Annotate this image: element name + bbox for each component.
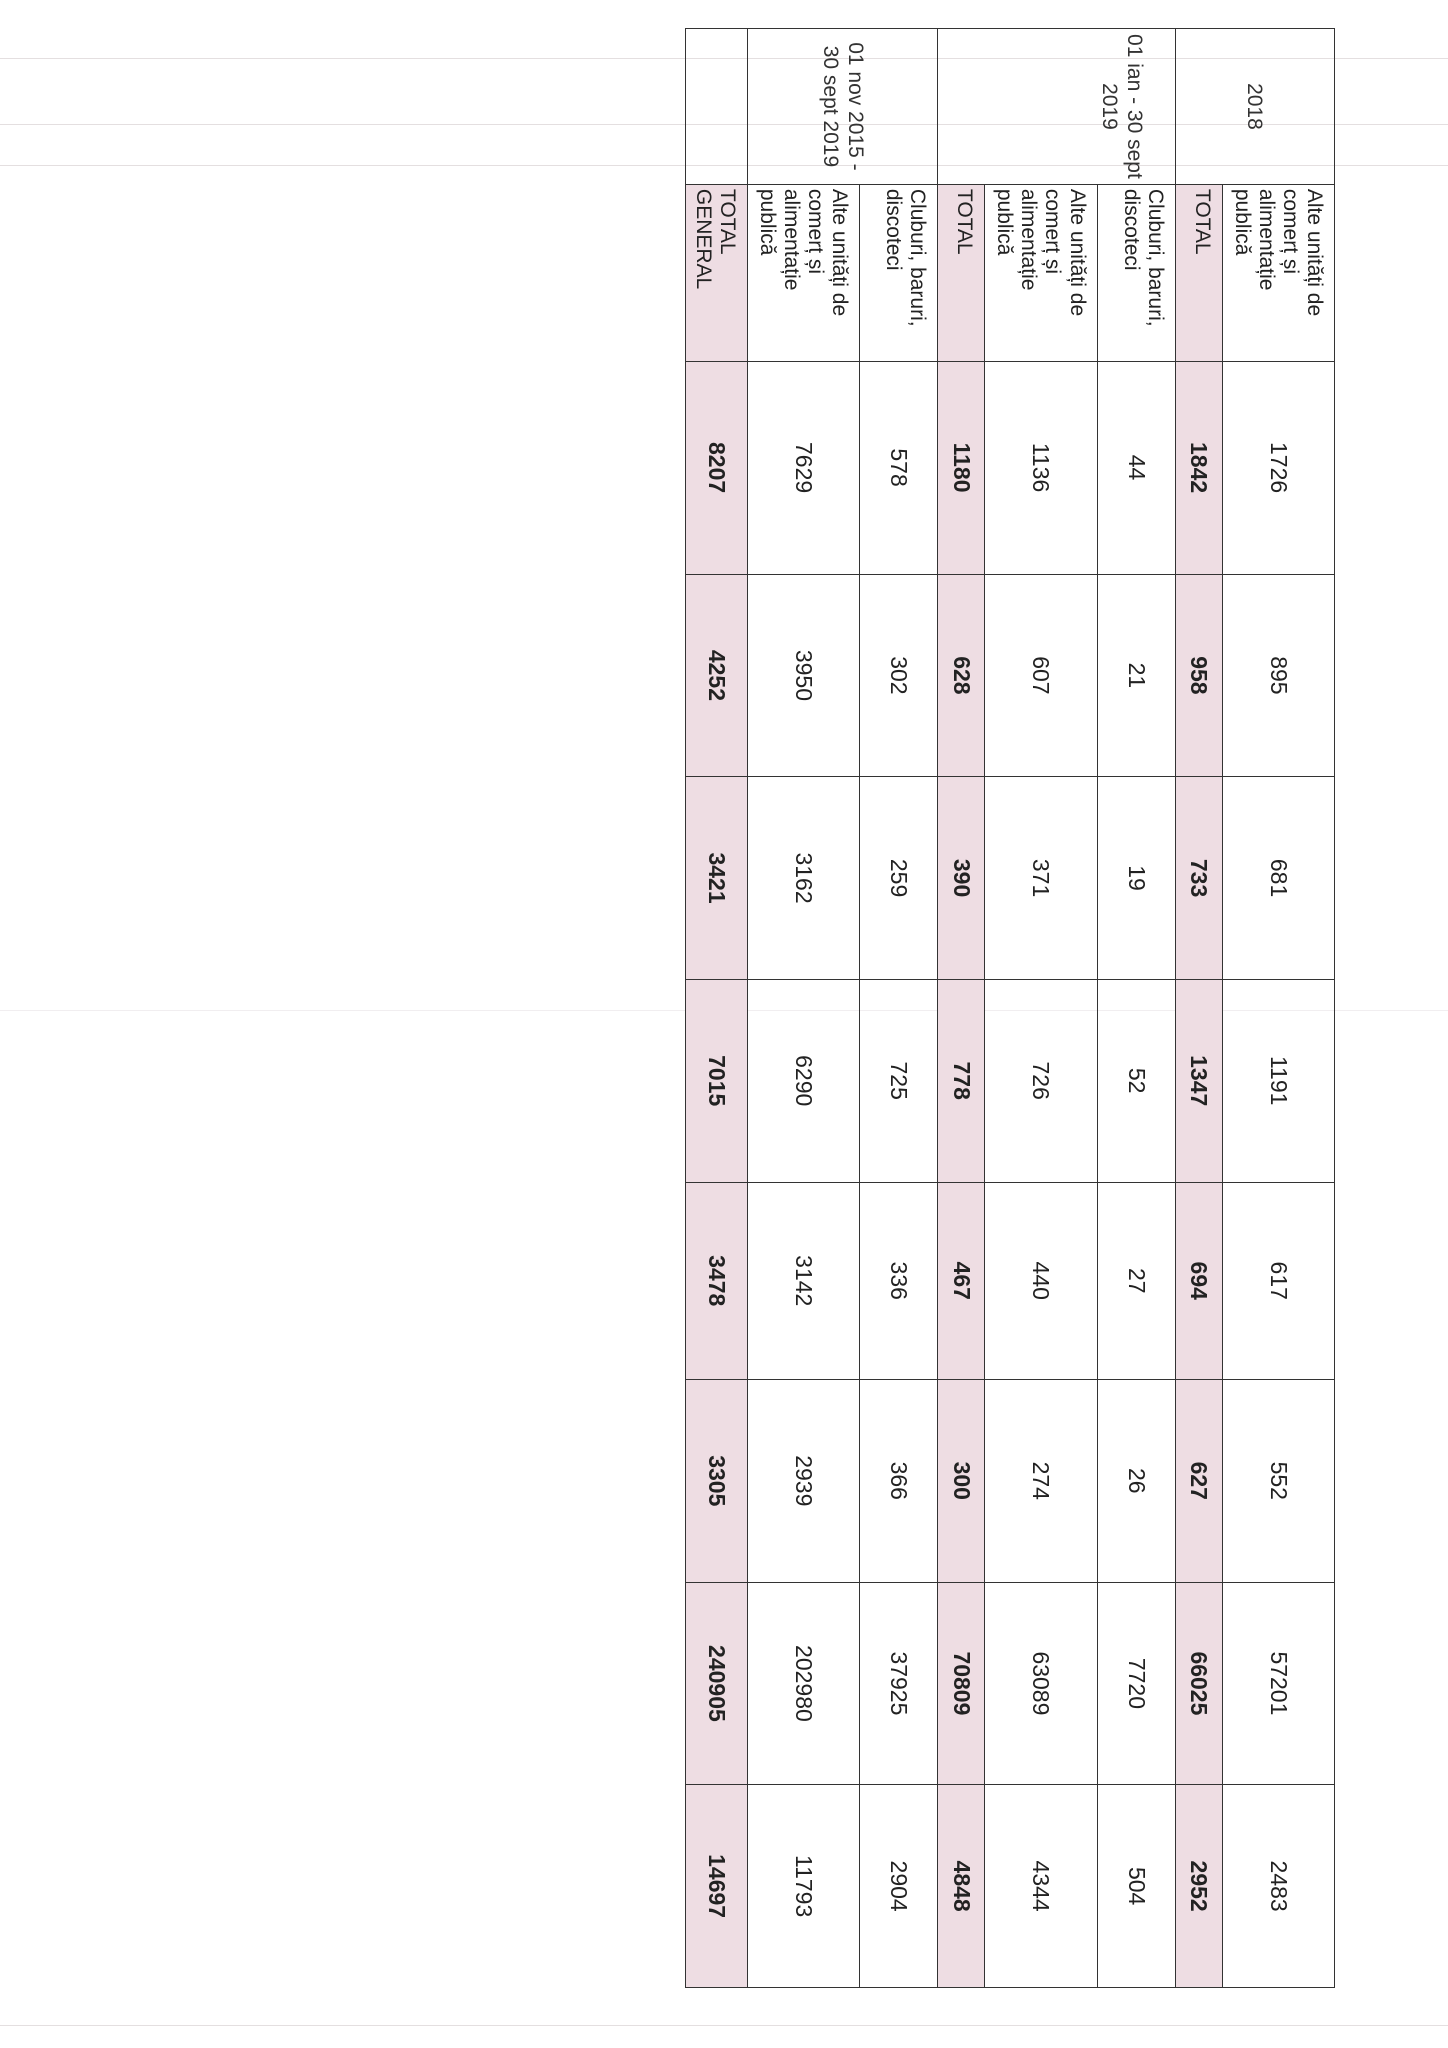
value-cell: 552 xyxy=(1222,1379,1334,1582)
value-cell: 240905 xyxy=(686,1582,748,1785)
table-rotation-frame xyxy=(685,28,1335,1988)
value-cell: 37925 xyxy=(860,1582,938,1785)
row-label: Cluburi, baruri, discoteci xyxy=(860,184,938,361)
value-cell: 2952 xyxy=(1175,1785,1222,1988)
value-cell: 3950 xyxy=(747,574,859,777)
row-label: TOTAL xyxy=(1175,184,1222,361)
row-label: Alte unități de comerț și alimentație publică xyxy=(1222,184,1334,361)
value-cell: 681 xyxy=(1222,777,1334,980)
value-cell: 302 xyxy=(860,574,938,777)
value-cell: 778 xyxy=(938,979,985,1182)
row-label: Cluburi, baruri, discoteci xyxy=(1097,184,1175,361)
value-cell: 2483 xyxy=(1222,1785,1334,1988)
rotated-table-container xyxy=(685,28,1335,1988)
value-cell: 2939 xyxy=(747,1379,859,1582)
value-cell: 1347 xyxy=(1175,979,1222,1182)
total-row xyxy=(938,29,985,1988)
value-cell: 3142 xyxy=(747,1182,859,1379)
value-cell: 4848 xyxy=(938,1785,985,1988)
value-cell: 4344 xyxy=(985,1785,1097,1988)
value-cell: 63089 xyxy=(985,1582,1097,1785)
value-cell: 617 xyxy=(1222,1182,1334,1379)
value-cell: 366 xyxy=(860,1379,938,1582)
value-cell: 2904 xyxy=(860,1785,938,1988)
value-cell: 8207 xyxy=(686,361,748,574)
value-cell: 726 xyxy=(985,979,1097,1182)
row-label: TOTAL xyxy=(938,184,985,361)
value-cell: 14697 xyxy=(686,1785,748,1988)
value-cell: 440 xyxy=(985,1182,1097,1379)
period-cell: 01 ian - 30 sept 2019 xyxy=(938,29,1175,185)
table-row xyxy=(1097,29,1175,1988)
row-label: TOTAL GENERAL xyxy=(686,184,748,361)
value-cell: 371 xyxy=(985,777,1097,980)
value-cell: 6290 xyxy=(747,979,859,1182)
value-cell: 11793 xyxy=(747,1785,859,1988)
value-cell: 3305 xyxy=(686,1379,748,1582)
value-cell: 3162 xyxy=(747,777,859,980)
value-cell: 578 xyxy=(860,361,938,574)
value-cell: 57201 xyxy=(1222,1582,1334,1785)
period-cell xyxy=(686,29,748,185)
value-cell: 958 xyxy=(1175,574,1222,777)
value-cell: 733 xyxy=(1175,777,1222,980)
table-row xyxy=(985,29,1097,1988)
value-cell: 467 xyxy=(938,1182,985,1379)
value-cell: 66025 xyxy=(1175,1582,1222,1785)
table-body xyxy=(686,29,1335,1988)
row-label: Alte unități de comerț și alimentație publică xyxy=(985,184,1097,361)
value-cell: 27 xyxy=(1097,1182,1175,1379)
value-cell: 274 xyxy=(985,1379,1097,1582)
value-cell: 26 xyxy=(1097,1379,1175,1582)
value-cell: 259 xyxy=(860,777,938,980)
value-cell: 628 xyxy=(938,574,985,777)
value-cell: 1726 xyxy=(1222,361,1334,574)
value-cell: 202980 xyxy=(747,1582,859,1785)
value-cell: 300 xyxy=(938,1379,985,1582)
scan-artifact-line xyxy=(0,2025,1448,2026)
period-cell: 01 nov 2015 - 30 sept 2019 xyxy=(747,29,937,185)
period-cell: 2018 xyxy=(1175,29,1334,185)
row-label: Alte unități de comerț și alimentație publică xyxy=(747,184,859,361)
value-cell: 7720 xyxy=(1097,1582,1175,1785)
value-cell: 7629 xyxy=(747,361,859,574)
value-cell: 895 xyxy=(1222,574,1334,777)
table-row xyxy=(1222,29,1334,1988)
value-cell: 627 xyxy=(1175,1379,1222,1582)
total-row xyxy=(686,29,748,1988)
value-cell: 4252 xyxy=(686,574,748,777)
value-cell: 21 xyxy=(1097,574,1175,777)
statistics-table xyxy=(685,28,1335,1988)
value-cell: 390 xyxy=(938,777,985,980)
value-cell: 336 xyxy=(860,1182,938,1379)
total-row xyxy=(1175,29,1222,1988)
table-row xyxy=(860,29,938,1988)
value-cell: 1136 xyxy=(985,361,1097,574)
value-cell: 694 xyxy=(1175,1182,1222,1379)
value-cell: 1191 xyxy=(1222,979,1334,1182)
value-cell: 19 xyxy=(1097,777,1175,980)
value-cell: 44 xyxy=(1097,361,1175,574)
value-cell: 3478 xyxy=(686,1182,748,1379)
value-cell: 725 xyxy=(860,979,938,1182)
value-cell: 1180 xyxy=(938,361,985,574)
table-row xyxy=(747,29,859,1988)
value-cell: 7015 xyxy=(686,979,748,1182)
value-cell: 607 xyxy=(985,574,1097,777)
value-cell: 504 xyxy=(1097,1785,1175,1988)
value-cell: 3421 xyxy=(686,777,748,980)
value-cell: 52 xyxy=(1097,979,1175,1182)
value-cell: 1842 xyxy=(1175,361,1222,574)
value-cell: 70809 xyxy=(938,1582,985,1785)
